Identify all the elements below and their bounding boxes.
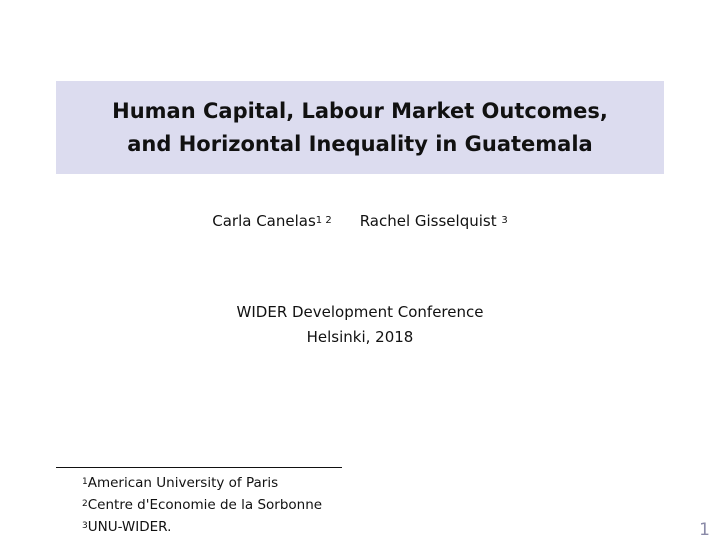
affiliation-marks: 3 [501, 215, 508, 226]
author-list [0, 212, 720, 230]
footnote [82, 473, 322, 495]
title-block [56, 81, 664, 174]
footnote-text: American University of Paris [87, 475, 279, 491]
author-name: Carla Canelas [212, 212, 316, 230]
author [360, 212, 508, 230]
affiliation-marks: 1 2 [315, 215, 332, 226]
footnote [82, 517, 322, 539]
footnote-text: UNU-WIDER. [87, 519, 172, 535]
footnote-mark: 3 [82, 521, 88, 531]
author-name: Rachel Gisselquist [359, 212, 502, 230]
title-line-1: Human Capital, Labour Market Outcomes, [112, 98, 608, 123]
footnote-mark: 2 [82, 499, 88, 509]
conference-name: WIDER Development Conference [236, 303, 484, 321]
conference-info [0, 300, 720, 350]
footnote-mark: 1 [82, 477, 88, 487]
footnote [82, 495, 322, 517]
page-number: 1 [699, 520, 710, 540]
footnote-rule [56, 467, 342, 468]
footnote-text: Centre d'Economie de la Sorbonne [87, 497, 323, 513]
footnotes [82, 473, 322, 539]
title-line-2: and Horizontal Inequality in Guatemala [127, 131, 593, 156]
conference-location: Helsinki, 2018 [306, 328, 414, 346]
author [212, 212, 331, 230]
